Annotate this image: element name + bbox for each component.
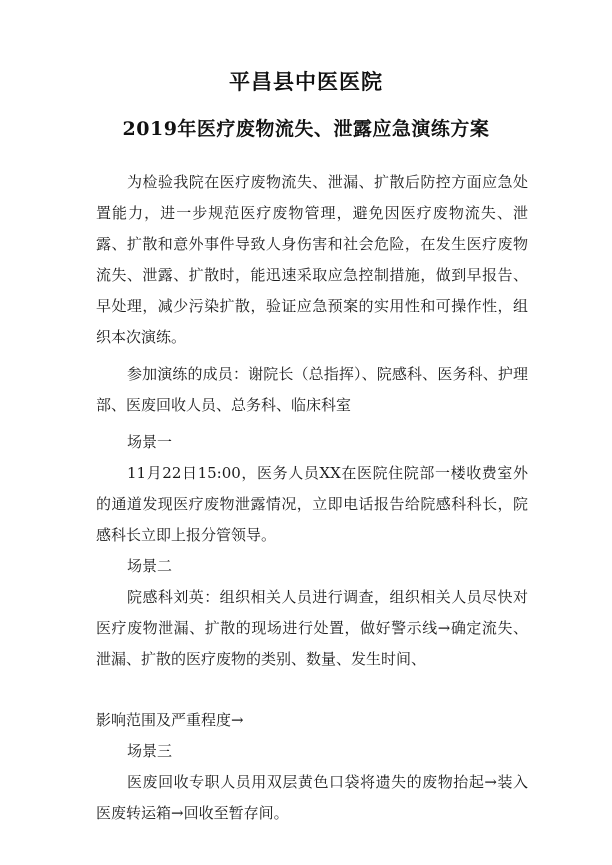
intro-paragraph: 为检验我院在医疗废物流失、泄漏、扩散后防控方面应急处置能力，进一步规范医疗废物管理，避免因医疗废物流失、泄露、扩散和意外事件导致人身伤害和社会危险，在发生医疗废物流失、泄露、扩散时，能迅速采取应急控制措施，做到早报告、早处理，减少污染扩散，验证应急预案的实用性和可操作性，组织本次演练。 bbox=[96, 173, 528, 346]
members-paragraph: 参加演练的成员：谢院长（总指挥）、院感科、医务科、护理部、医废回收人员、总务科、临床科室 bbox=[96, 365, 528, 414]
scene2-continued: 影响范围及严重程度→ bbox=[96, 711, 244, 729]
scene1-heading: 场景一 bbox=[127, 433, 173, 451]
document-subtitle: 2019年医疗废物流失、泄露应急演练方案 bbox=[122, 118, 490, 140]
document-title: 平昌县中医医院 bbox=[229, 69, 383, 94]
scene3-paragraph: 医废回收专职人员用双层黄色口袋将遗失的废物抬起→装入医废转运箱→回收至暂存间。 bbox=[96, 773, 528, 822]
scene1-paragraph: 11月22日15:00，医务人员XX在医院住院部一楼收费室外的通道发现医疗废物泄露情况，立即电话报告给院感科科长，院感科长立即上报分管领导。 bbox=[96, 464, 528, 544]
scene2-heading: 场景二 bbox=[127, 557, 173, 575]
document-body bbox=[96, 167, 528, 829]
scene3-heading: 场景三 bbox=[127, 742, 173, 760]
scene2-paragraph: 院感科刘英：组织相关人员进行调查，组织相关人员尽快对医疗废物泄漏、扩散的现场进行处置，做好警示线→确定流失、泄漏、扩散的医疗废物的类别、数量、发生时间、 bbox=[96, 588, 528, 668]
